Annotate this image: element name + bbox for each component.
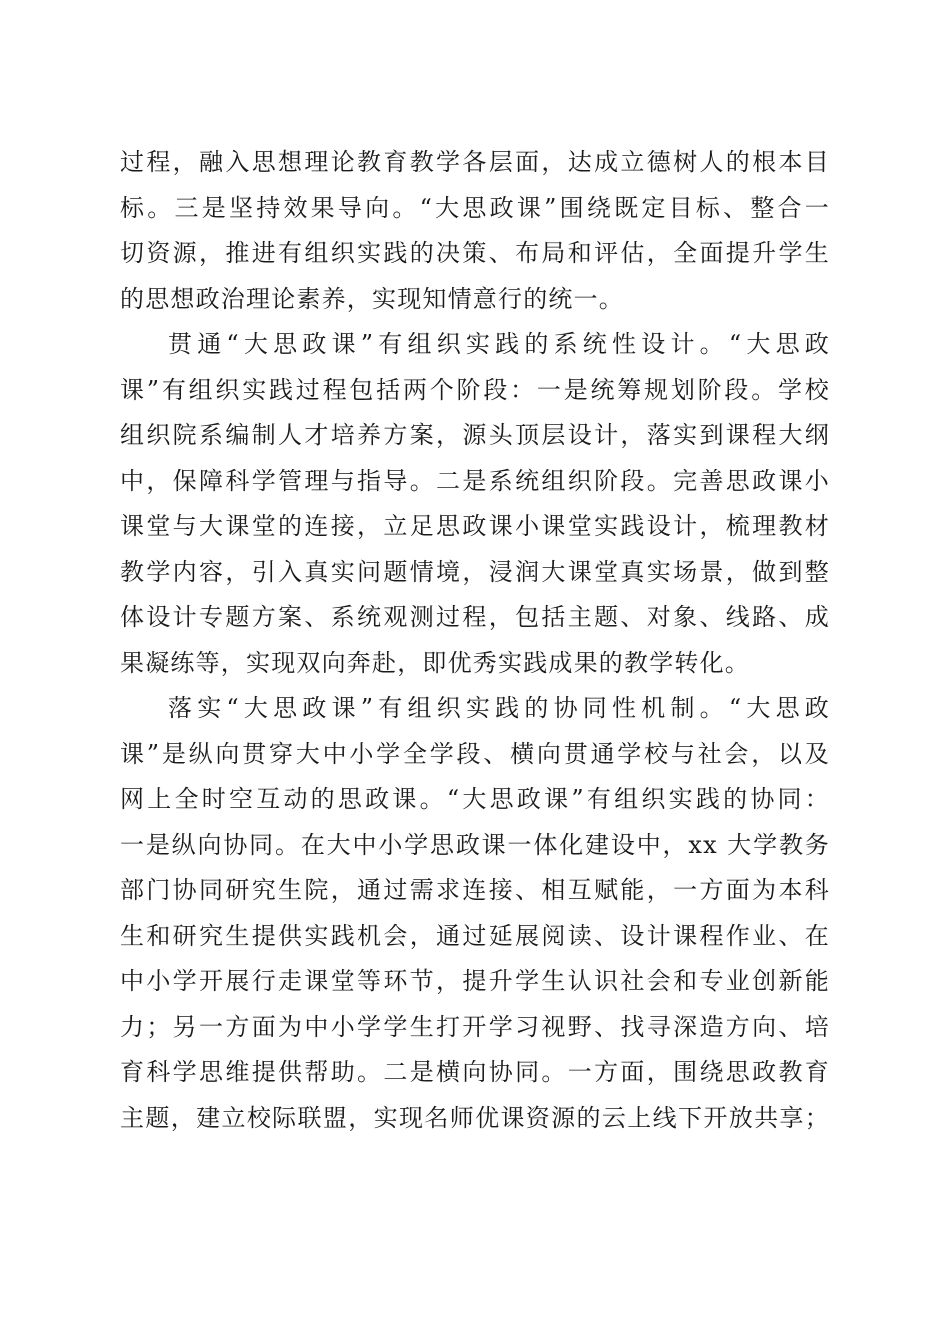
text-line: 过程，融入思想理论教育教学各层面，达成立德树人的根本目 bbox=[120, 148, 830, 176]
text-line: 切资源，推进有组织实践的决策、布局和评估，全面提升学生 bbox=[120, 239, 830, 267]
text-line: 一是纵向协同。在大中小学思政课一体化建设中，xx 大学教务 bbox=[120, 830, 830, 859]
text-line: 中，保障科学管理与指导。二是系统组织阶段。完善思政课小 bbox=[120, 466, 830, 495]
text-line: 的思想政治理论素养，实现知情意行的统一。 bbox=[120, 284, 624, 313]
text-line: 力；另一方面为中小学学生打开学习视野、找寻深造方向、培 bbox=[120, 1012, 830, 1041]
text-line: 部门协同研究生院，通过需求连接、相互赋能，一方面为本科 bbox=[120, 876, 830, 904]
text-line: 体设计专题方案、系统观测过程，包括主题、对象、线路、成 bbox=[120, 603, 830, 631]
text-line: 主题，建立校际联盟，实现名师优课资源的云上线下开放共享； bbox=[120, 1103, 830, 1132]
text-line: 网上全时空互动的思政课。“大思政课”有组织实践的协同： bbox=[120, 785, 830, 813]
paragraph-first-line: 落实“大思政课”有组织实践的协同性机制。“大思政 bbox=[168, 694, 830, 722]
text-line: 教学内容，引入真实问题情境，浸润大课堂真实场景，做到整 bbox=[120, 557, 830, 586]
text-line: 课”有组织实践过程包括两个阶段：一是统筹规划阶段。学校 bbox=[120, 375, 830, 404]
text-line: 课堂与大课堂的连接，立足思政课小课堂实践设计，梳理教材 bbox=[120, 512, 830, 540]
paragraph-first-line: 贯通“大思政课”有组织实践的系统性设计。“大思政 bbox=[168, 330, 830, 358]
text-line: 生和研究生提供实践机会，通过延展阅读、设计课程作业、在 bbox=[120, 921, 830, 950]
text-line: 组织院系编制人才培养方案，源头顶层设计，落实到课程大纲 bbox=[120, 421, 830, 449]
text-line: 育科学思维提供帮助。二是横向协同。一方面，围绕思政教育 bbox=[120, 1058, 830, 1086]
text-line: 标。三是坚持效果导向。“大思政课”围绕既定目标、整合一 bbox=[120, 193, 830, 222]
text-line: 果凝练等，实现双向奔赴，即优秀实践成果的教学转化。 bbox=[120, 648, 750, 677]
body-text bbox=[120, 140, 830, 1141]
text-line: 中小学开展行走课堂等环节，提升学生认识社会和专业创新能 bbox=[120, 967, 830, 995]
text-line: 课”是纵向贯穿大中小学全学段、横向贯通学校与社会，以及 bbox=[120, 739, 830, 768]
